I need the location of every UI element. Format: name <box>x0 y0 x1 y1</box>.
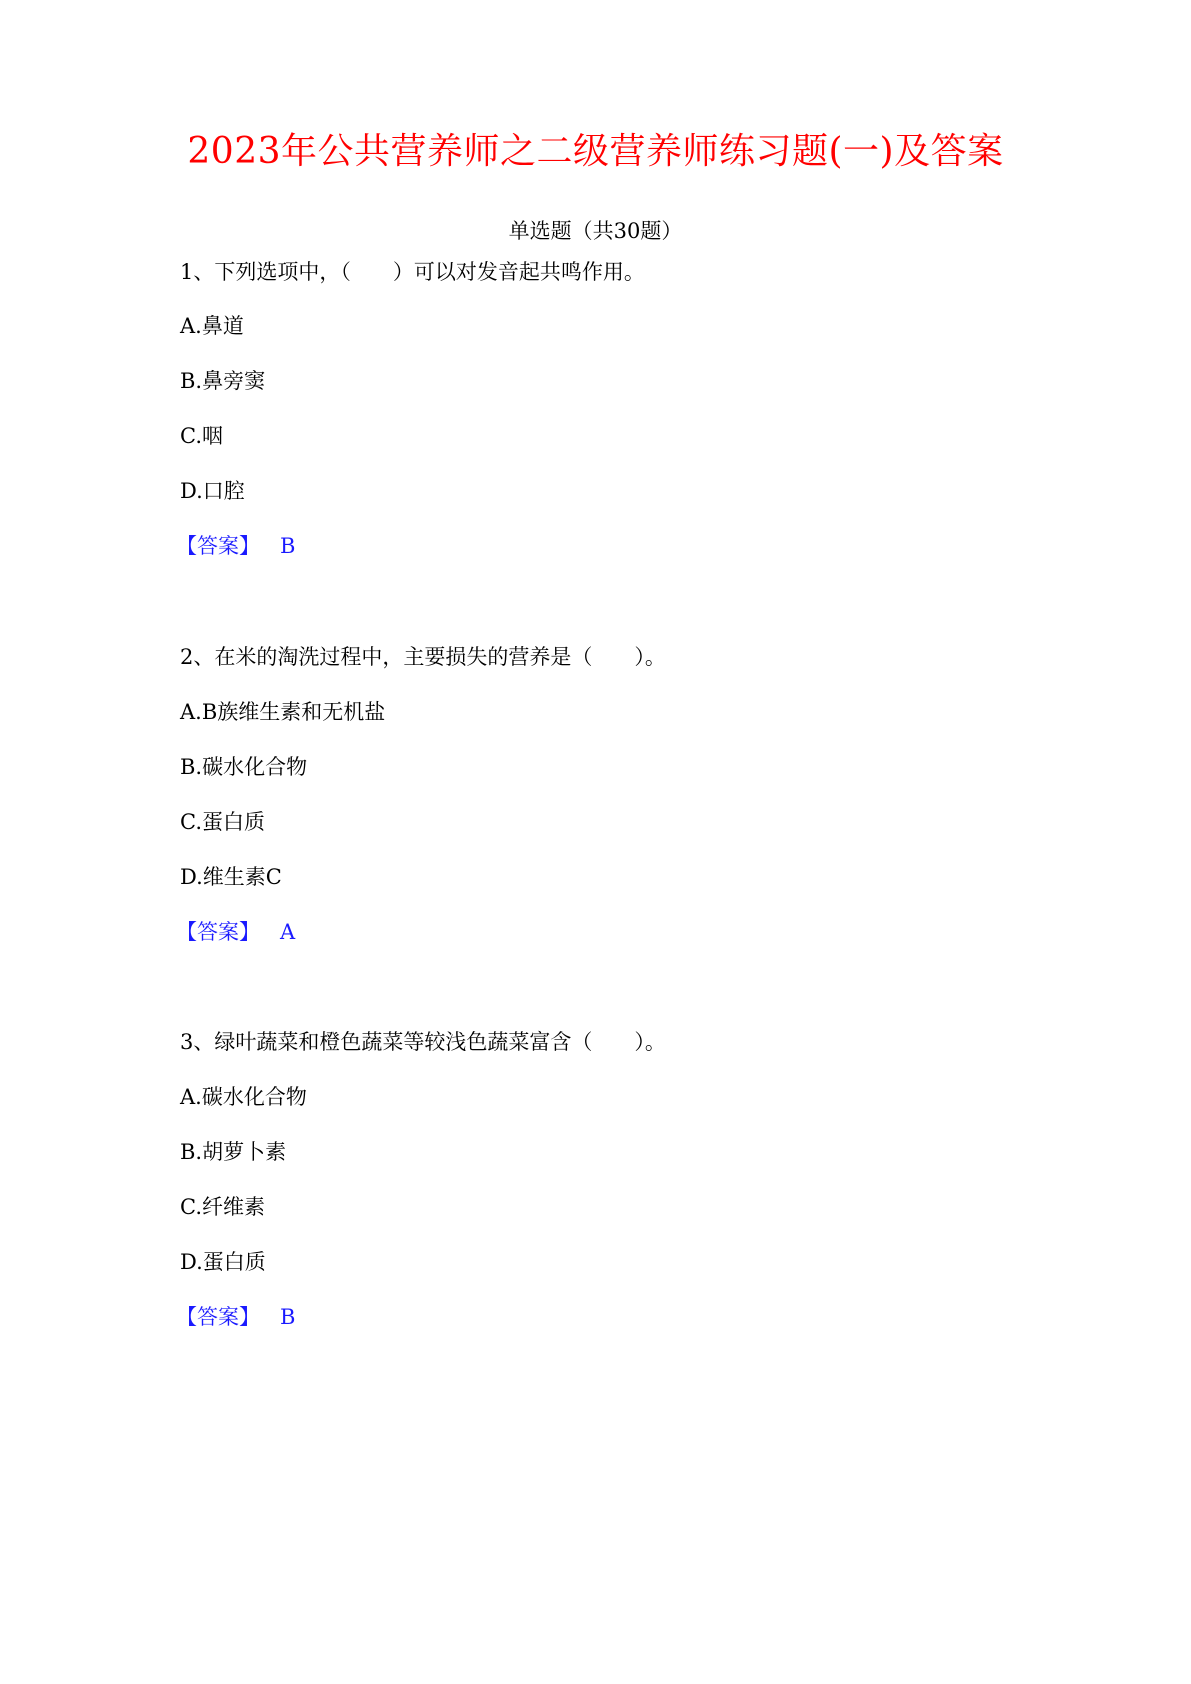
answer-value: B <box>280 1305 296 1329</box>
question-1-option-d: D.口腔 <box>180 479 245 503</box>
section-heading: 单选题（共30题） <box>508 219 683 243</box>
question-3-answer <box>176 1302 296 1332</box>
answer-value: A <box>280 920 296 944</box>
question-3-option-b: B.胡萝卜素 <box>180 1140 287 1164</box>
question-1-option-c: C.咽 <box>180 424 223 448</box>
question-2-answer <box>176 917 296 947</box>
question-1-stem: 1、下列选项中，（ ）可以对发音起共鸣作用。 <box>180 260 645 284</box>
question-2-option-a: A.B族维生素和无机盐 <box>180 700 386 724</box>
question-2-option-d: D.维生素C <box>180 865 282 889</box>
question-1-option-b: B.鼻旁窦 <box>180 369 266 393</box>
question-3-option-d: D.蛋白质 <box>180 1250 266 1274</box>
question-1-answer <box>176 531 296 561</box>
question-3-option-c: C.纤维素 <box>180 1195 265 1219</box>
answer-label: 【答案】 <box>176 1305 260 1329</box>
question-3-option-a: A.碳水化合物 <box>180 1085 307 1109</box>
answer-value: B <box>280 534 296 558</box>
answer-label: 【答案】 <box>176 920 260 944</box>
document-title: 2023年公共营养师之二级营养师练习题(一)及答案 <box>187 131 1004 172</box>
question-2-option-b: B.碳水化合物 <box>180 755 308 779</box>
question-3-stem: 3、绿叶蔬菜和橙色蔬菜等较浅色蔬菜富含（ ）。 <box>180 1030 666 1054</box>
answer-label: 【答案】 <box>176 534 260 558</box>
question-2-option-c: C.蛋白质 <box>180 810 265 834</box>
question-2-stem: 2、在米的淘洗过程中，主要损失的营养是（ ）。 <box>180 645 666 669</box>
question-1-option-a: A.鼻道 <box>180 314 244 338</box>
